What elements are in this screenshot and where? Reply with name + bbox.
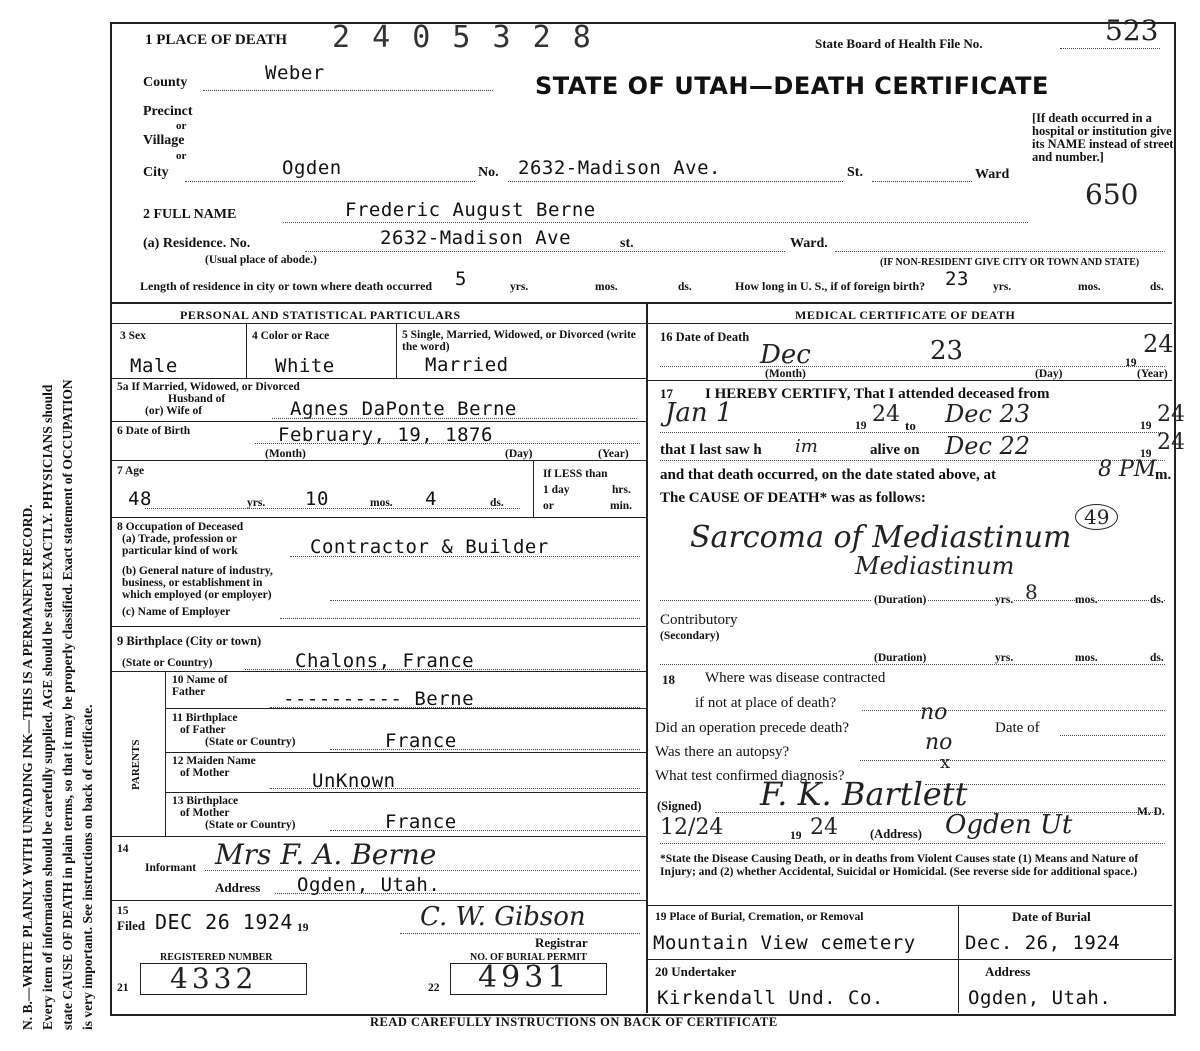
registered-number-value: 4332 [170, 962, 258, 995]
file-number-label: State Board of Health File No. [815, 36, 983, 51]
age-years: 48 [128, 488, 152, 510]
death-time: 8 PM [1098, 457, 1157, 482]
state-country-label: (State or Country) [205, 736, 296, 748]
st-label: St. [847, 165, 863, 180]
ds-label: ds. [1150, 652, 1164, 664]
spouse-label-3: (or) Wife of [145, 405, 203, 417]
father-name-label: 10 Name of [172, 674, 228, 686]
mos-label: mos. [1075, 652, 1098, 664]
to-19: 19 [1140, 420, 1152, 432]
death-day: 23 [930, 336, 964, 366]
ds-label: ds. [1150, 594, 1164, 606]
or-text: or [176, 150, 187, 162]
registered-number-label: REGISTERED NUMBER [160, 952, 273, 963]
father-birthplace-label-2: of Father [180, 724, 226, 736]
undertaker-address-value: Ogden, Utah. [968, 987, 1112, 1009]
occupation-a-label: (a) Trade, profession or [122, 533, 237, 545]
less-day-label: 1 day [543, 484, 570, 496]
operation-label: Did an operation precede death? [655, 720, 850, 736]
sex-label: 3 Sex [120, 330, 146, 342]
state-country-label: (State or Country) [122, 657, 213, 669]
signature-date: 12/24 [660, 815, 724, 840]
hospital-note: [If death occurred in a hospital or institution give its NAME instead of street and number.] [1032, 111, 1174, 164]
city-label: City [143, 165, 169, 180]
mos-label: mos. [1078, 281, 1101, 293]
residence-st-label: st. [620, 236, 634, 251]
signature-year: 24 [810, 815, 838, 840]
personal-heading: PERSONAL AND STATISTICAL PARTICULARS [180, 308, 461, 322]
burial-permit-value: 4931 [478, 960, 571, 995]
to-label: to [905, 418, 916, 433]
stamp-number: 2 4 0 5 3 2 8 [332, 20, 593, 55]
mother-name-value: UnKnown [312, 770, 396, 792]
death-year: 24 [1143, 330, 1174, 358]
length-residence-years: 5 [455, 268, 467, 290]
hrs-label: hrs. [612, 484, 631, 496]
informant-address-label: Address [215, 880, 261, 895]
side-instruction-1: N. B.—WRITE PLAINLY WITH UNFADING INK—THIS IS A PERMANENT RECORD. [20, 504, 35, 1030]
occupation-b-label: (b) General nature of industry, [122, 565, 273, 577]
signed-label: (Signed) [657, 799, 702, 813]
last-saw-hand: im [795, 436, 818, 457]
birthplace-label: 9 Birthplace (City or town) [117, 634, 262, 648]
employer-label: (c) Name of Employer [122, 606, 231, 618]
spouse-label-1: 5a If Married, Widowed, or Divorced [117, 381, 300, 393]
undertaker-label: 20 Undertaker [655, 964, 737, 979]
father-birthplace-label: 11 Birthplace [172, 712, 238, 724]
attended-from-year: 24 [872, 402, 900, 427]
last-saw-text: that I last saw h [660, 442, 762, 458]
city-value: Ogden [282, 157, 342, 179]
attended-to-date: Dec 23 [945, 400, 1031, 428]
cause-note: *State the Disease Causing Death, or in deaths from Violent Causes state (1) Means and Nature of Injury; and (2) whether Accidental, Suicidal or Homicidal. (See reverse side for additional space.) [660, 853, 1139, 878]
mother-birthplace-label: 13 Birthplace [172, 795, 239, 807]
filed-number: 15 [117, 905, 129, 917]
yrs-label: yrs. [247, 497, 266, 509]
yrs-label: yrs. [510, 281, 529, 293]
father-birthplace-value: France [385, 730, 457, 752]
side-instruction-2: Every item of information should be carefully supplied. AGE should be stated EXACTLY. PHYSICIANS should [40, 384, 55, 1030]
undertaker-address-label: Address [985, 964, 1031, 979]
q18-number: 18 [662, 672, 675, 687]
contributory-label: Contributory [660, 612, 738, 628]
from-19: 19 [855, 420, 867, 432]
burial-date-value: Dec. 26, 1924 [965, 932, 1121, 954]
village-label: Village [143, 133, 185, 148]
us-residence-label: How long in U. S., if of foreign birth? [735, 279, 926, 293]
mos-label: mos. [1075, 594, 1098, 606]
autopsy-label: Was there an autopsy? [655, 744, 790, 760]
death-occurred-text: and that death occurred, on the date stated above, at [660, 467, 996, 483]
length-residence-label: Length of residence in city or town where death occurred [140, 279, 433, 293]
usual-abode-label: (Usual place of abode.) [205, 254, 317, 266]
informant-number: 14 [117, 843, 129, 855]
nonresident-note: (IF NON-RESIDENT GIVE CITY OR TOWN AND STATE) [880, 257, 1140, 268]
filed-label: Filed [117, 918, 146, 933]
county-label: County [143, 75, 188, 90]
not-at-place-label: if not at place of death? [695, 695, 837, 711]
registered-number-prefix: 21 [117, 982, 129, 994]
duration-label: (Duration) [874, 652, 927, 664]
date-of-death-label: 16 Date of Death [660, 330, 750, 344]
month-label: (Month) [765, 368, 806, 380]
secondary-label: (Secondary) [660, 630, 720, 642]
alive-on-year: 24 [1157, 430, 1185, 455]
dob-value: February, 19, 1876 [278, 424, 493, 446]
yrs-label: yrs. [995, 652, 1014, 664]
occupation-b-label-3: which employed (or employer) [122, 589, 272, 601]
day-label: (Day) [505, 448, 533, 460]
mother-birthplace-label-2: of Mother [180, 807, 230, 819]
birthplace-value: Chalons, France [295, 650, 475, 672]
informant-signature: Mrs F. A. Berne [215, 838, 437, 871]
undertaker-value: Kirkendall Und. Co. [657, 987, 884, 1009]
color-label: 4 Color or Race [252, 330, 330, 342]
precinct-label: Precinct [143, 104, 193, 119]
physician-address-value: Ogden Ut [945, 810, 1073, 840]
medical-heading: MEDICAL CERTIFICATE OF DEATH [795, 308, 1016, 322]
ds-label: ds. [1150, 281, 1164, 293]
alive-19: 19 [1140, 448, 1152, 460]
mother-name-label: 12 Maiden Name [172, 755, 256, 767]
operation-value: no [920, 700, 948, 725]
cause-of-death-value: Sarcoma of Mediastinum [690, 520, 1072, 555]
ward-number: 650 [1085, 178, 1139, 211]
physician-signature: F. K. Bartlett [760, 775, 968, 813]
full-name-label: 2 FULL NAME [143, 207, 237, 222]
yrs-label: yrs. [995, 594, 1014, 606]
occupation-a-label-2: particular kind of work [122, 545, 238, 557]
disease-contracted-label: Where was disease contracted [705, 670, 886, 686]
color-value: White [275, 355, 335, 377]
ds-label: ds. [490, 497, 504, 509]
cause-code: 49 [1075, 504, 1118, 530]
place-of-death-label: 1 PLACE OF DEATH [145, 32, 288, 48]
cause-of-death-secondary: Mediastinum [855, 552, 1015, 580]
mos-label: mos. [370, 497, 393, 509]
state-country-label: (State or Country) [205, 819, 296, 831]
certify-text: I HEREBY CERTIFY, That I attended deceased from [705, 386, 1050, 402]
us-residence-years: 23 [945, 268, 969, 290]
mother-label: of Mother [180, 767, 230, 779]
marital-label: 5 Single, Married, Widowed, or Divorced (write the word) [402, 329, 636, 353]
side-instruction-4: is very important. See instructions on back of certificate. [80, 704, 95, 1030]
marital-value: Married [425, 354, 509, 376]
ward-label: Ward [975, 167, 1010, 182]
street-no-label: No. [478, 165, 499, 180]
certificate-title: STATE OF UTAH—DEATH CERTIFICATE [535, 72, 1049, 100]
father-label: Father [172, 686, 206, 698]
registrar-label: Registrar [535, 935, 588, 950]
attended-to-year: 24 [1157, 402, 1185, 427]
residence-label: (a) Residence. No. [143, 236, 251, 251]
duration-months: 8 [1025, 580, 1038, 604]
year-label: (Year) [1137, 368, 1168, 380]
side-instruction-3: state CAUSE OF DEATH in plain terms, so that it may be properly classified. Exact statement of OCCUPATION [60, 379, 75, 1030]
month-label: (Month) [265, 448, 306, 460]
spouse-label-2: Husband of [168, 393, 226, 405]
residence-ward-label: Ward. [790, 236, 828, 251]
m-label: m. [1155, 467, 1172, 483]
diagnosis-test-value: x [940, 752, 951, 773]
footer-note: READ CAREFULLY INSTRUCTIONS ON BACK OF CERTIFICATE [370, 1015, 778, 1029]
dob-label: 6 Date of Birth [117, 425, 191, 437]
alive-on-label: alive on [870, 442, 920, 458]
min-label: min. [610, 500, 633, 512]
year-label: (Year) [598, 448, 629, 460]
burial-place-value: Mountain View cemetery [653, 932, 916, 954]
sign-19: 19 [790, 830, 802, 842]
less-than-label: If LESS than [543, 468, 608, 480]
burial-date-label: Date of Burial [1012, 909, 1091, 924]
full-name-value: Frederic August Berne [345, 199, 596, 221]
age-days: 4 [425, 488, 437, 510]
mother-birthplace-value: France [385, 811, 457, 833]
occupation-b-label-2: business, or establishment in [122, 577, 263, 589]
death-19: 19 [1125, 357, 1137, 369]
md-label: M. D. [1137, 806, 1165, 818]
mos-label: mos. [595, 281, 618, 293]
ds-label: ds. [678, 281, 692, 293]
informant-label: Informant [145, 862, 197, 874]
file-number: 523 [1105, 14, 1159, 47]
county-value: Weber [265, 62, 325, 84]
sex-value: Male [130, 355, 178, 377]
occupation-value: Contractor & Builder [310, 536, 549, 558]
occupation-label: 8 Occupation of Deceased [117, 521, 244, 533]
street-address: 2632-Madison Ave. [518, 157, 721, 179]
spouse-value: Agnes DaPonte Berne [290, 398, 517, 420]
date-of-label: Date of [995, 720, 1040, 736]
registrar-signature: C. W. Gibson [420, 902, 586, 932]
certify-number: 17 [660, 386, 673, 401]
death-month: Dec [760, 340, 811, 370]
cause-of-death-label: The CAUSE OF DEATH* was as follows: [660, 490, 926, 506]
yrs-label: yrs. [993, 281, 1012, 293]
filed-19: 19 [297, 922, 309, 934]
autopsy-value: no [925, 730, 953, 755]
day-label: (Day) [1035, 368, 1063, 380]
parents-label: PARENTS [130, 739, 142, 790]
burial-place-label: 19 Place of Burial, Cremation, or Removal [655, 911, 864, 923]
alive-on-date: Dec 22 [945, 432, 1031, 460]
burial-permit-prefix: 22 [428, 982, 440, 994]
filed-date: DEC 26 1924 [155, 910, 293, 934]
or-text: or [543, 500, 554, 512]
informant-address-value: Ogden, Utah. [297, 874, 441, 896]
age-months: 10 [305, 488, 329, 510]
father-name-value: ---------- Berne [283, 688, 475, 710]
diagnosis-test-label: What test confirmed diagnosis? [655, 768, 845, 784]
residence-value: 2632-Madison Ave [380, 227, 572, 249]
duration-label: (Duration) [874, 594, 927, 606]
or-text: or [176, 120, 187, 132]
attended-from-date: Jan 1 [665, 398, 733, 428]
physician-address-label: (Address) [870, 827, 922, 841]
burial-permit-label: NO. OF BURIAL PERMIT [470, 952, 587, 963]
age-label: 7 Age [117, 465, 145, 477]
